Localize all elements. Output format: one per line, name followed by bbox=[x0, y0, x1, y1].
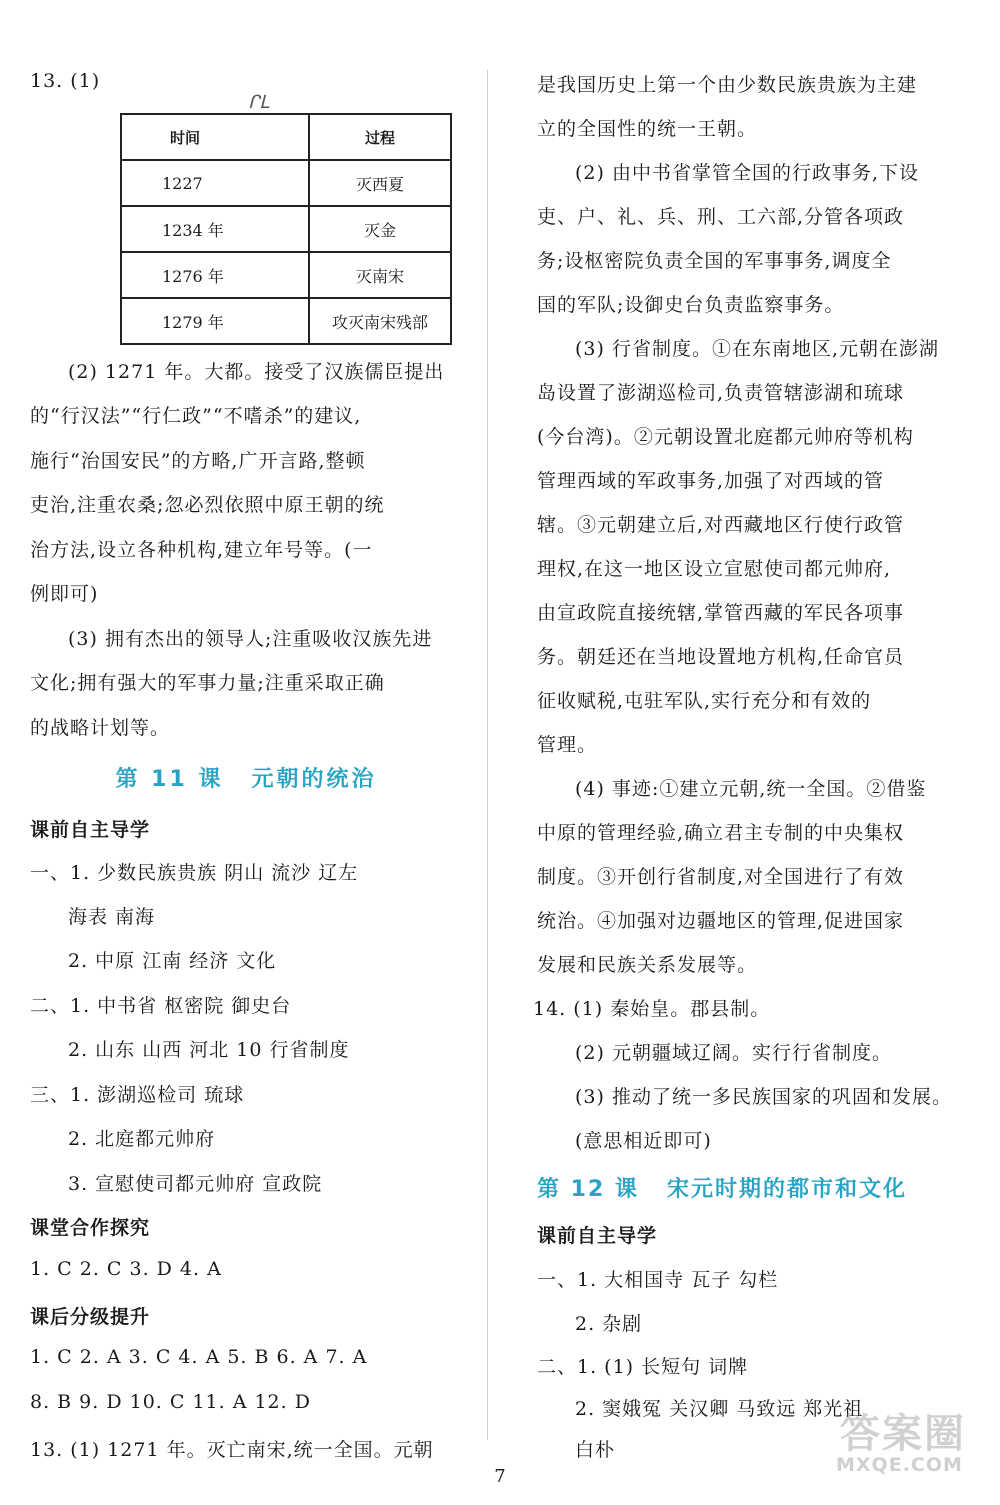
answer-line: 一、1. 少数民族贵族 阴山 流沙 辽左 bbox=[30, 862, 359, 884]
timeline-table bbox=[120, 113, 452, 345]
answer-line: 13. (1) 1271 年。灭亡南宋,统一全国。元朝 bbox=[30, 1439, 434, 1461]
answer-line: 制度。③开创行省制度,对全国进行了有效 bbox=[537, 866, 905, 888]
answer-line: 14. (1) 秦始皇。郡县制。 bbox=[533, 998, 771, 1020]
answer-line: 2. 窦娥冤 关汉卿 马致远 郑光祖 bbox=[575, 1398, 864, 1420]
answer-line: 统治。④加强对边疆地区的管理,促进国家 bbox=[537, 910, 905, 932]
table-header-process: 过程 bbox=[309, 114, 451, 160]
answer-line: 务。朝廷还在当地设置地方机构,任命官员 bbox=[537, 646, 905, 668]
answer-line: 白朴 bbox=[575, 1439, 616, 1461]
page-number: 7 bbox=[494, 1466, 506, 1487]
answer-line: 的“行汉法”“行仁政”“不嗜杀”的建议, bbox=[30, 405, 362, 427]
answer-line: 1. C 2. C 3. D 4. A bbox=[30, 1258, 222, 1280]
answer-line: 的战略计划等。 bbox=[30, 717, 171, 739]
answer-line: 征收赋税,屯驻军队,实行充分和有效的 bbox=[537, 690, 872, 712]
answer-line: 辖。③元朝建立后,对西藏地区行使行政管 bbox=[537, 514, 905, 536]
answer-line: (3) 推动了统一多民族国家的巩固和发展。 bbox=[575, 1086, 952, 1108]
answer-line: 中原的管理经验,确立君主专制的中央集权 bbox=[537, 822, 905, 844]
section-heading: 课堂合作探究 bbox=[30, 1217, 151, 1239]
column-divider bbox=[487, 70, 488, 1440]
answer-line: 一、1. 大相国寺 瓦子 勾栏 bbox=[537, 1269, 779, 1291]
answer-line: (今台湾)。②元朝设置北庭都元帅府等机构 bbox=[537, 426, 914, 448]
answer-line: 例即可) bbox=[30, 583, 99, 605]
answer-line: 二、1. (1) 长短句 词牌 bbox=[537, 1356, 749, 1378]
answer-line: 理权,在这一地区设立宣慰使司都元帅府, bbox=[537, 558, 892, 580]
answer-line: 管理。 bbox=[537, 734, 598, 756]
answer-line: (3) 拥有杰出的领导人;注重吸收汉族先进 bbox=[68, 628, 433, 650]
answer-line: (意思相近即可) bbox=[575, 1130, 712, 1152]
watermark-site-text: MXQE.COM bbox=[836, 1454, 963, 1476]
answer-line: 三、1. 澎湖巡检司 琉球 bbox=[30, 1084, 245, 1106]
answer-line: 3. 宣慰使司都元帅府 宣政院 bbox=[68, 1173, 323, 1195]
lesson-number: 第 11 课 bbox=[115, 767, 224, 792]
lesson-title: 元朝的统治 bbox=[251, 767, 377, 792]
pencil-scribble: ᒋᒪ bbox=[248, 92, 270, 113]
answer-line: 是我国历史上第一个由少数民族贵族为主建 bbox=[537, 74, 918, 96]
answer-line: 海表 南海 bbox=[68, 906, 156, 928]
answer-line: 管理西域的军政事务,加强了对西域的管 bbox=[537, 470, 885, 492]
answer-line: 2. 中原 江南 经济 文化 bbox=[68, 950, 277, 972]
lesson-12-heading bbox=[537, 1172, 969, 1203]
answer-line: 二、1. 中书省 枢密院 御史台 bbox=[30, 995, 292, 1017]
answer-line: (2) 元朝疆域辽阔。实行行省制度。 bbox=[575, 1042, 892, 1064]
table-header-row bbox=[121, 114, 451, 160]
answer-line: (4) 事迹:①建立元朝,统一全国。②借鉴 bbox=[575, 778, 927, 800]
watermark-logo-text: 答案圈 bbox=[840, 1411, 966, 1457]
answer-line: 治方法,设立各种机构,建立年号等。(一 bbox=[30, 539, 373, 561]
answer-line: 吏、户、礼、兵、刑、工六部,分管各项政 bbox=[537, 206, 905, 228]
table-header-time: 时间 bbox=[121, 114, 309, 160]
section-heading: 课前自主导学 bbox=[537, 1225, 658, 1247]
table-row bbox=[121, 298, 451, 344]
table-cell-time: 1234 年 bbox=[121, 206, 309, 252]
answer-line: (2) 1271 年。大都。接受了汉族儒臣提出 bbox=[68, 361, 445, 383]
answer-line: 8. B 9. D 10. C 11. A 12. D bbox=[30, 1391, 311, 1413]
answer-line: 2. 山东 山西 河北 10 行省制度 bbox=[68, 1039, 350, 1061]
table-cell-time: 1279 年 bbox=[121, 298, 309, 344]
watermark-logo bbox=[828, 1402, 978, 1492]
lesson-11-heading bbox=[30, 762, 462, 793]
answer-line: 文化;拥有强大的军事力量;注重采取正确 bbox=[30, 672, 385, 694]
answer-line: 由宣政院直接统辖,掌管西藏的军民各项事 bbox=[537, 602, 905, 624]
lesson-title: 宋元时期的都市和文化 bbox=[666, 1177, 907, 1202]
table-row bbox=[121, 252, 451, 298]
table-row bbox=[121, 160, 451, 206]
table-cell-process: 灭西夏 bbox=[309, 160, 451, 206]
answer-line: 国的军队;设御史台负责监察事务。 bbox=[537, 294, 845, 316]
section-heading: 课后分级提升 bbox=[30, 1306, 151, 1328]
table-cell-time: 1227 bbox=[121, 160, 309, 206]
table-cell-process: 攻灭南宋残部 bbox=[309, 298, 451, 344]
table-cell-process: 灭南宋 bbox=[309, 252, 451, 298]
lesson-number: 第 12 课 bbox=[537, 1177, 639, 1202]
answer-line: 发展和民族关系发展等。 bbox=[537, 954, 758, 976]
question-13-heading: 13. (1) bbox=[30, 70, 101, 92]
answer-line: 2. 北庭都元帅府 bbox=[68, 1128, 216, 1150]
answer-line: 2. 杂剧 bbox=[575, 1313, 643, 1335]
answer-line: 立的全国性的统一王朝。 bbox=[537, 118, 758, 140]
answer-line: (2) 由中书省掌管全国的行政事务,下设 bbox=[575, 162, 919, 184]
table-cell-process: 灭金 bbox=[309, 206, 451, 252]
answer-line: 务;设枢密院负责全国的军事事务,调度全 bbox=[537, 250, 892, 272]
answer-line: 吏治,注重农桑;忽必烈依照中原王朝的统 bbox=[30, 494, 385, 516]
table-cell-time: 1276 年 bbox=[121, 252, 309, 298]
section-heading: 课前自主导学 bbox=[30, 819, 151, 841]
answer-line: 1. C 2. A 3. C 4. A 5. B 6. A 7. A bbox=[30, 1346, 368, 1368]
answer-line: 施行“治国安民”的方略,广开言路,整顿 bbox=[30, 450, 366, 472]
answer-line: (3) 行省制度。①在东南地区,元朝在澎湖 bbox=[575, 338, 939, 360]
table-row bbox=[121, 206, 451, 252]
answer-line: 岛设置了澎湖巡检司,负责管辖澎湖和琉球 bbox=[537, 382, 905, 404]
